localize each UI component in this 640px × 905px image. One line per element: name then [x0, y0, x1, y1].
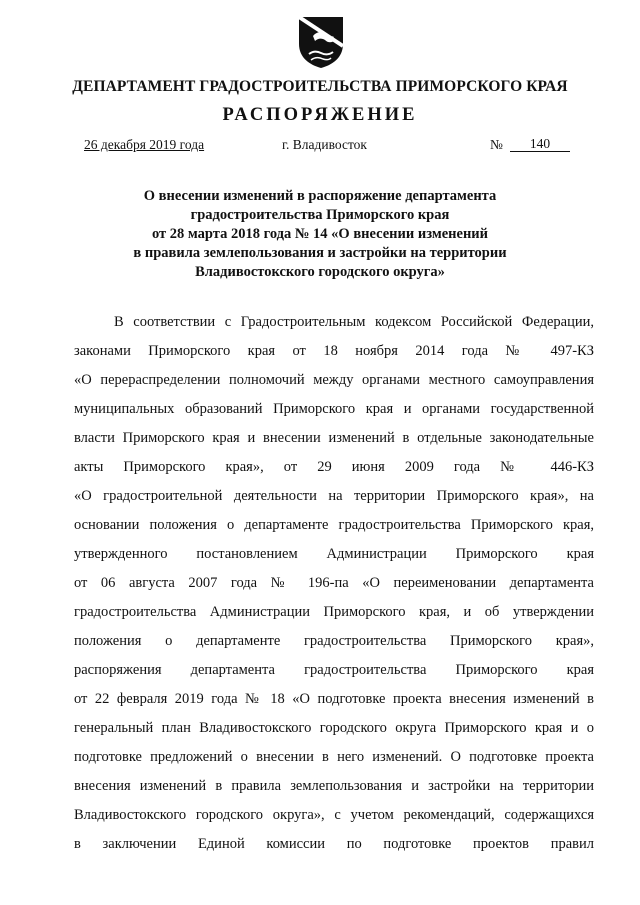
body-paragraph [74, 308, 594, 859]
body-line: власти Приморского края и внесении изменений в отдельные законодательные [74, 430, 594, 446]
heading-line: в правила землепользования и застройки на территории [133, 245, 507, 261]
body-line: утвержденного постановлением Администрации Приморского края [74, 546, 594, 562]
body-line: Владивостокского городского округа», с учетом рекомендаций, содержащихся [74, 807, 594, 823]
heading-line: О внесении изменений в распоряжение департамента [143, 188, 497, 204]
body-line: положения о департаменте градостроительства Приморского края», [74, 633, 594, 649]
body-line: от 22 февраля 2019 года № 18 «О подготовке проекта внесения изменений в [74, 691, 594, 707]
document-number: 140 [510, 137, 570, 152]
body-line: основании положения о департаменте градостроительства Приморского края, [74, 517, 594, 533]
body-line: В соответствии с Градостроительным кодексом Российской Федерации, [114, 314, 594, 330]
body-line: законами Приморского края от 18 ноября 2014 года № 497-КЗ [74, 343, 594, 359]
body-line: от 06 августа 2007 года № 196-па «О переименовании департамента [74, 575, 594, 591]
body-line: «О градостроительной деятельности на территории Приморского края», на [74, 488, 594, 504]
heading-line: градостроительства Приморского края [190, 207, 450, 223]
coat-of-arms-icon [295, 14, 347, 70]
body-line: распоряжения департамента градостроительства Приморского края [74, 662, 594, 678]
body-line: акты Приморского края», от 29 июня 2009 года № 446-КЗ [74, 459, 594, 475]
body-line: в заключении Единой комиссии по подготовке проектов правил [74, 836, 594, 852]
body-line: муниципальных образований Приморского края и органами государственной [74, 401, 594, 417]
heading-line: Владивостокского городского округа» [195, 264, 445, 280]
document-city: г. Владивосток [282, 137, 367, 152]
document-heading [80, 187, 560, 282]
body-line: внесения изменений в правила землепользования и застройки на территории [74, 778, 594, 794]
body-line: генеральный план Владивостокского городского округа Приморского края и о [74, 720, 594, 736]
body-line: подготовке предложений о внесении в него изменений. О подготовке проекта [74, 749, 594, 765]
heading-line: от 28 марта 2018 года № 14 «О внесении изменений [151, 226, 489, 242]
document-date: 26 декабря 2019 года [84, 137, 205, 152]
number-label: № [490, 137, 503, 152]
body-line: «О перераспределении полномочий между органами местного самоуправления [74, 372, 594, 388]
department-name: ДЕПАРТАМЕНТ ГРАДОСТРОИТЕЛЬСТВА ПРИМОРСКОГО КРАЯ [72, 78, 568, 95]
document-type: РАСПОРЯЖЕНИЕ [222, 105, 418, 125]
body-line: градостроительства Администрации Приморского края, и об утверждении [74, 604, 594, 620]
